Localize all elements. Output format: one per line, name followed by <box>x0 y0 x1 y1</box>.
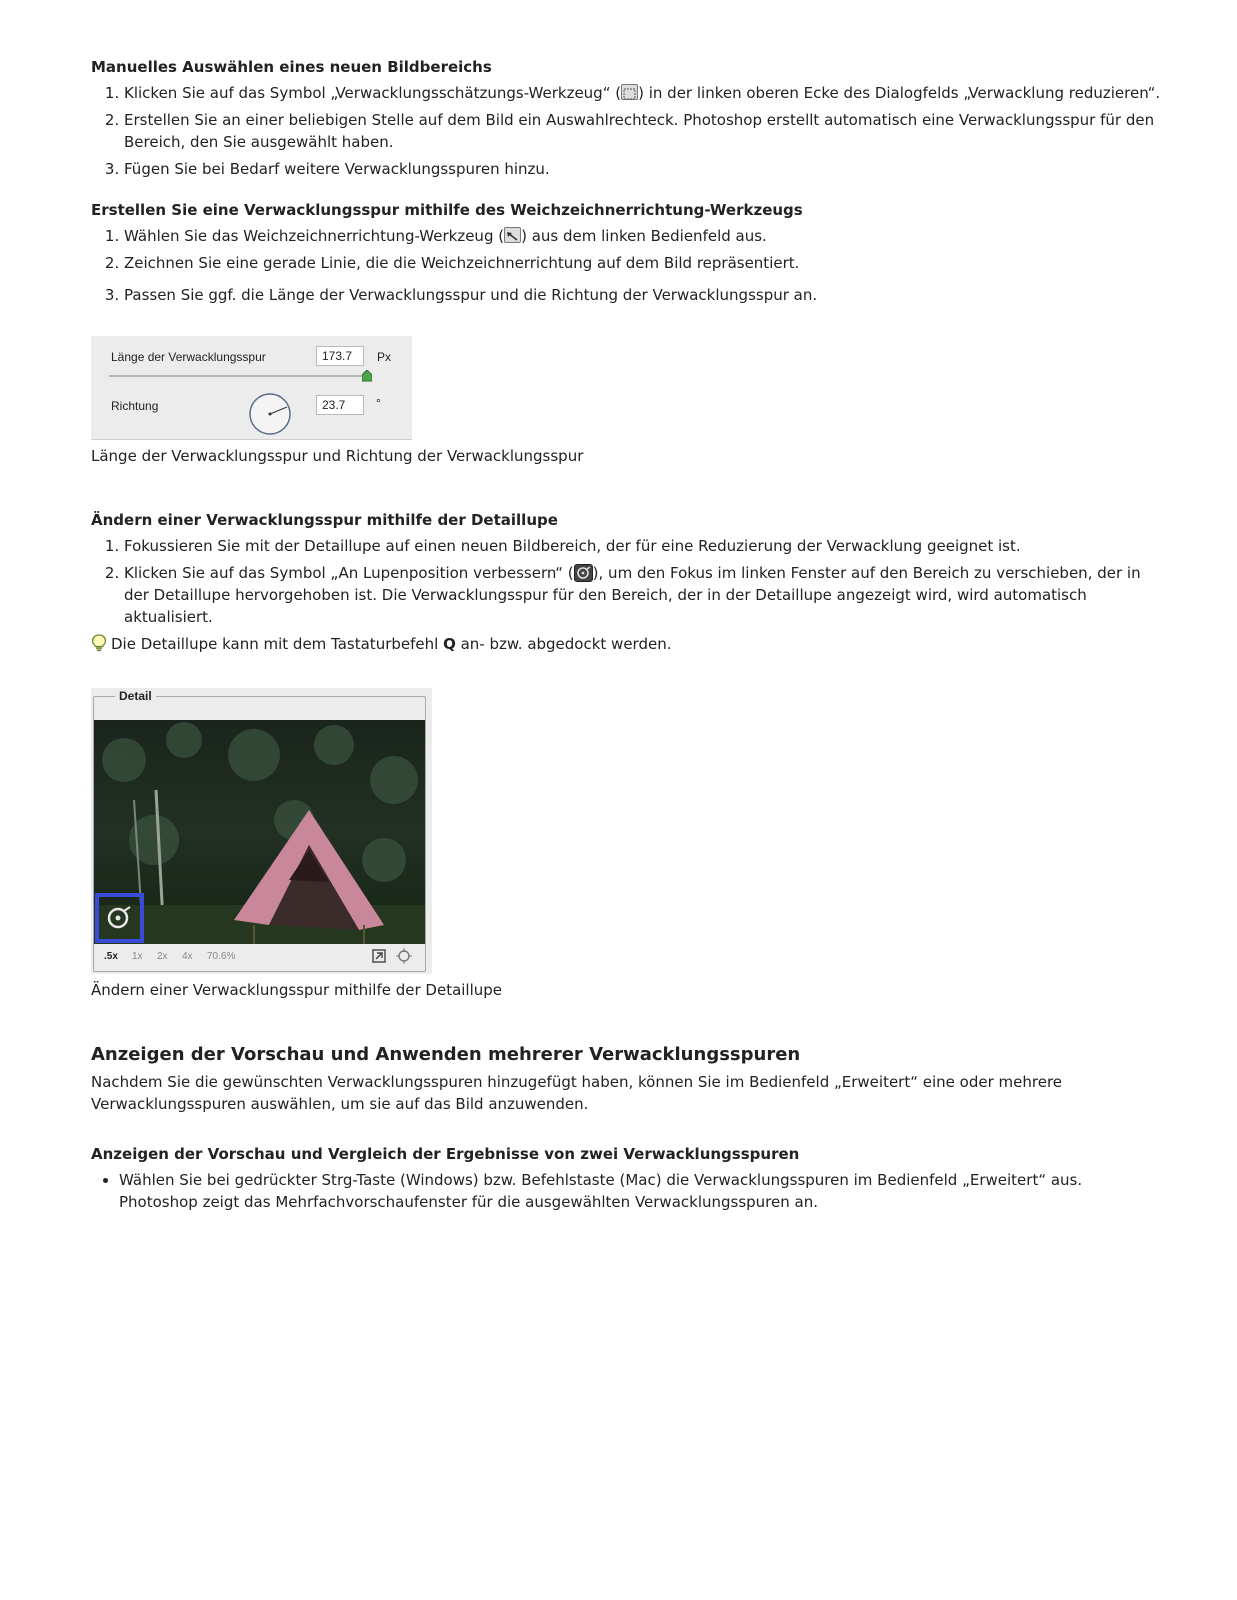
section-heading-large: Anzeigen der Vorschau und Anwenden mehrerer Verwacklungsspuren <box>91 1044 801 1065</box>
section-heading: Anzeigen der Vorschau und Vergleich der Ergebnisse von zwei Verwacklungsspuren <box>91 1145 800 1163</box>
section-heading: Manuelles Auswählen eines neuen Bildbereichs <box>91 58 492 76</box>
shortcut-key: Q <box>443 635 456 653</box>
zoom-option[interactable]: .5x <box>104 951 118 962</box>
section-preview-apply <box>91 1044 1161 1115</box>
list-item: 2. Klicken Sie auf das Symbol „An Lupenposition verbessern“ ( ), um den Fokus im linken Fenster auf den Bereich zu verschieben, der in der Detaillupe hervorgehoben ist. Die Verwacklungsspur für den Bereich, der in der Detaillupe angezeigt wird, wird automatisch aktualisiert. <box>124 562 1161 628</box>
steps-list <box>91 225 1161 306</box>
blur-estimation-tool-icon <box>621 84 638 100</box>
section-heading: Ändern einer Verwacklungsspur mithilfe der Detaillupe <box>91 511 558 529</box>
undock-icon[interactable] <box>372 949 386 967</box>
detail-legend: Detail <box>115 689 156 703</box>
direction-unit: ° <box>376 396 381 410</box>
zoom-bar <box>94 944 424 968</box>
length-unit: Px <box>377 350 392 364</box>
document-page <box>91 58 1161 1218</box>
list-item: 1. Fokussieren Sie mit der Detaillupe auf einen neuen Bildbereich, der für eine Reduzierung der Verwacklung geeignet ist. <box>124 535 1161 557</box>
section-body: Nachdem Sie die gewünschten Verwacklungsspuren hinzugefügt haben, können Sie im Bedienfeld „Erweitert“ eine oder mehrere Verwacklungsspuren auswählen, um sie auf das Bild anzuwenden. <box>91 1073 1063 1113</box>
enhance-at-loupe-icon[interactable] <box>396 948 412 968</box>
bullet-list <box>91 1169 1161 1213</box>
list-item: • Wählen Sie bei gedrückter Strg-Taste (Windows) bzw. Befehlstaste (Mac) die Verwacklungsspuren im Bedienfeld „Erweitert“ aus. Photoshop zeigt das Mehrfachvorschaufenster für die ausgewählten Verwacklungsspuren an. <box>119 1169 1161 1213</box>
section-heading: Erstellen Sie eine Verwacklungsspur mithilfe des Weichzeichnerrichtung-Werkzeugs <box>91 201 803 219</box>
blur-direction-tool-icon <box>504 227 521 243</box>
length-label: Länge der Verwacklungsspur <box>111 350 266 364</box>
section-manual-selection <box>91 58 1161 180</box>
zoom-option[interactable]: 4x <box>182 951 193 962</box>
list-item: 1. Wählen Sie das Weichzeichnerrichtung-Werkzeug ( ) aus dem linken Bedienfeld aus. <box>124 225 1161 247</box>
steps-list <box>91 82 1161 180</box>
direction-label: Richtung <box>111 399 159 413</box>
length-slider-thumb[interactable] <box>362 370 372 385</box>
zoom-percent: 70.6% <box>207 951 236 962</box>
list-item: 1. Klicken Sie auf das Symbol „Verwacklungsschätzungs-Werkzeug“ ( ) in der linken oberen Ecke des Dialogfelds „Verwacklung reduzieren“. <box>124 82 1161 104</box>
lightbulb-icon <box>91 634 107 658</box>
length-slider-track[interactable] <box>109 375 367 377</box>
list-item: 3. Fügen Sie bei Bedarf weitere Verwacklungsspuren hinzu. <box>124 158 1161 180</box>
tip-note: Die Detaillupe kann mit dem Tastaturbefehl Q an- bzw. abgedockt werden. <box>91 633 1161 658</box>
steps-list <box>91 535 1161 628</box>
zoom-option[interactable]: 2x <box>157 951 168 962</box>
direction-dial[interactable] <box>248 392 292 439</box>
enhance-at-loupe-icon <box>574 564 593 582</box>
figure-caption: Ändern einer Verwacklungsspur mithilfe der Detaillupe <box>91 981 503 999</box>
length-input[interactable]: 173.7 <box>316 346 364 366</box>
zoom-option[interactable]: 1x <box>132 951 143 962</box>
detail-preview-image[interactable] <box>94 720 425 948</box>
list-item: 2. Erstellen Sie an einer beliebigen Stelle auf dem Bild ein Auswahlrechteck. Photoshop erstellt automatisch eine Verwacklungsspur für den Bereich, den Sie ausgewählt haben. <box>124 109 1161 153</box>
section-compare-traces <box>91 1145 1161 1213</box>
figure-caption: Länge der Verwacklungsspur und Richtung der Verwacklungsspur <box>91 447 584 465</box>
blur-trace-panel-figure <box>91 336 412 440</box>
list-item: 3. Passen Sie ggf. die Länge der Verwacklungsspur und die Richtung der Verwacklungsspur an. <box>124 284 1161 306</box>
section-detail-loupe <box>91 511 1161 658</box>
list-item: 2. Zeichnen Sie eine gerade Linie, die die Weichzeichnerrichtung auf dem Bild repräsentiert. <box>124 252 1161 274</box>
direction-input[interactable]: 23.7 <box>316 395 364 415</box>
section-blur-direction <box>91 201 1161 306</box>
detail-loupe-figure <box>91 688 432 974</box>
